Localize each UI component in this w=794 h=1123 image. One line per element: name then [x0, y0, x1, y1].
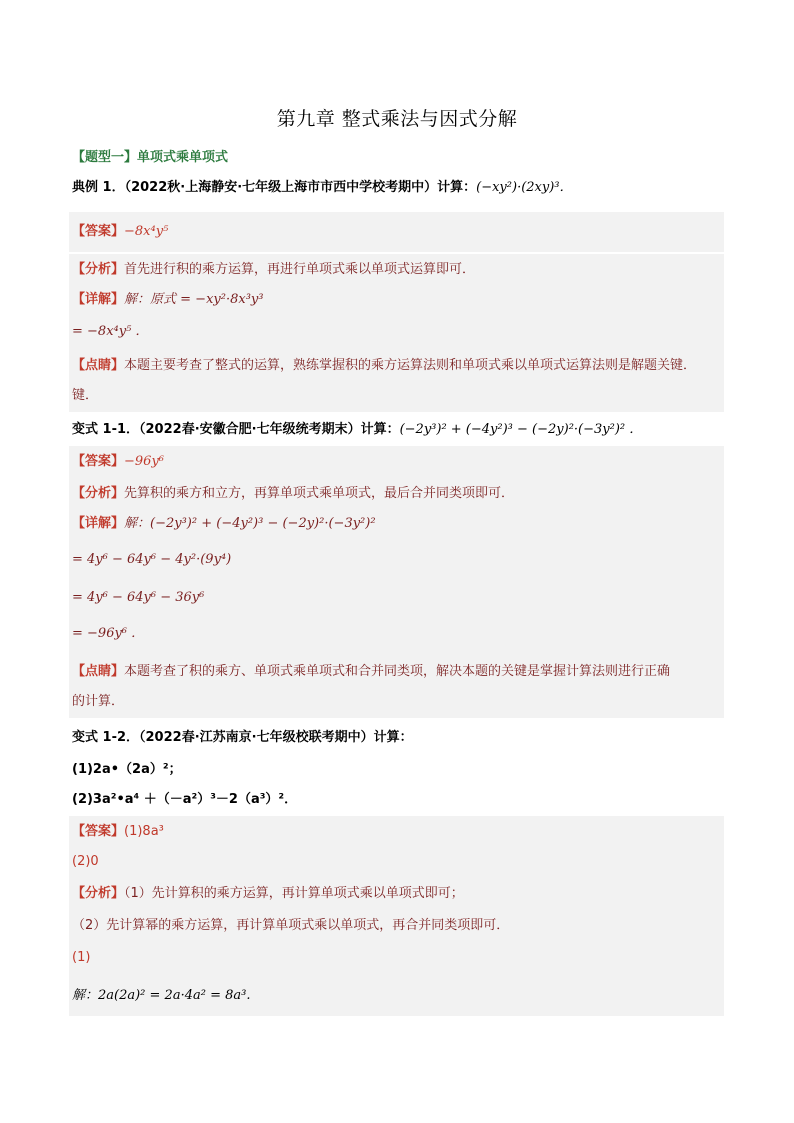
variant-1-2-sub-1: (1) — [72, 950, 91, 965]
variant-1-1-detail-line-4: = −96y⁶ ． — [72, 626, 145, 641]
answer-value: −96y⁶ — [124, 454, 165, 469]
analysis-tag: 【分析】 — [72, 486, 125, 501]
variant-1-2-q2: (2)3a²•a⁴ ＋（－a²）³－2（a³）²． — [72, 792, 298, 807]
variant-1-1-detail-line-2: = 4y⁶ − 64y⁶ − 4y²·(9y⁴) — [72, 552, 232, 567]
variant-1-1-detail-line-3: = 4y⁶ − 64y⁶ − 36y⁶ — [72, 590, 205, 605]
analysis-tag: 【分析】 — [72, 886, 125, 901]
example-1-comment-cont: 键． — [72, 388, 99, 403]
section-heading: 【题型一】单项式乘单项式 — [72, 150, 229, 165]
variant-1-2-analysis-2: （2）先计算幂的乘方运算，再计算单项式乘以单项式，再合并同类项即可． — [72, 918, 510, 933]
variant-1-2-answer — [72, 822, 724, 842]
variant-1-2-solution: 解：2a(2a)² = 2a·4a² = 8a³. — [72, 988, 251, 1003]
variant-1-1-comment — [72, 662, 724, 682]
comment-text: 本题主要考查了整式的运算，熟练掌握积的乘方运算法则和单项式乘以单项式运算法则是解题关键． — [124, 358, 697, 373]
variant-1-1-detail — [72, 514, 724, 534]
comment-tag: 【点睛】 — [72, 664, 125, 679]
analysis-tag: 【分析】 — [72, 262, 125, 277]
example-1-detail — [72, 290, 724, 310]
example-1-detail-line-2: = −8x⁴y⁵ ． — [72, 324, 149, 339]
analysis-text: 先算积的乘方和立方，再算单项式乘单项式，最后合并同类项即可． — [124, 486, 515, 501]
example-1-question — [72, 178, 724, 198]
variant-1-1-question — [72, 420, 724, 440]
variant-1-1-comment-cont: 的计算． — [72, 694, 125, 709]
analysis-text: 首先进行积的乘方运算，再进行单项式乘以单项式运算即可． — [124, 262, 476, 277]
variant-1-1-expression: (−2y³)² + (−4y²)³ − (−2y)²·(−3y²)² ． — [399, 422, 643, 437]
variant-1-1-answer — [72, 452, 724, 472]
variant-1-1-label: 变式 1-1． — [72, 422, 140, 437]
example-1-answer — [72, 222, 724, 242]
variant-1-2-analysis — [72, 884, 724, 904]
variant-1-2-answer-2: (2)0 — [72, 854, 99, 869]
example-1-label: 典例 1． — [72, 180, 125, 195]
comment-text: 本题考查了积的乘方、单项式乘单项式和合并同类项，解决本题的关键是掌握计算法则进行正确 — [124, 664, 671, 679]
variant-1-2-q1: (1)2a•（2a）²； — [72, 762, 182, 777]
variant-1-2-question — [72, 728, 724, 748]
variant-1-2-label: 变式 1-2． — [72, 730, 140, 745]
answer-tag: 【答案】 — [72, 454, 125, 469]
variant-1-2-source: （2022春·江苏南京·七年级校联考期中）计算： — [139, 730, 413, 745]
detail-tag: 【详解】 — [72, 516, 125, 531]
analysis-text-1: （1）先计算积的乘方运算，再计算单项式乘以单项式即可； — [124, 886, 464, 901]
detail-line-1: 解：原式 = −xy²·8x³y³ — [124, 292, 264, 307]
page-title: 第九章 整式乘法与因式分解 — [276, 108, 518, 130]
example-1-analysis — [72, 260, 724, 280]
example-1-source: （2022秋·上海静安·七年级上海市市西中学校考期中）计算： — [124, 180, 477, 195]
answer-tag: 【答案】 — [72, 824, 125, 839]
comment-tag: 【点睛】 — [72, 358, 125, 373]
answer-tag: 【答案】 — [72, 224, 125, 239]
variant-1-1-source: （2022春·安徽合肥·七年级统考期末）计算： — [139, 422, 400, 437]
detail-tag: 【详解】 — [72, 292, 125, 307]
answer-value-1: (1)8a³ — [124, 824, 164, 839]
example-1-comment — [72, 356, 724, 376]
variant-1-1-analysis — [72, 484, 724, 504]
example-1-expression: (−xy²)·(2xy)³． — [476, 180, 573, 195]
answer-value: −8x⁴y⁵ — [124, 224, 169, 239]
detail-line-1: 解：(−2y³)² + (−4y²)³ − (−2y)²·(−3y²)² — [124, 516, 376, 531]
